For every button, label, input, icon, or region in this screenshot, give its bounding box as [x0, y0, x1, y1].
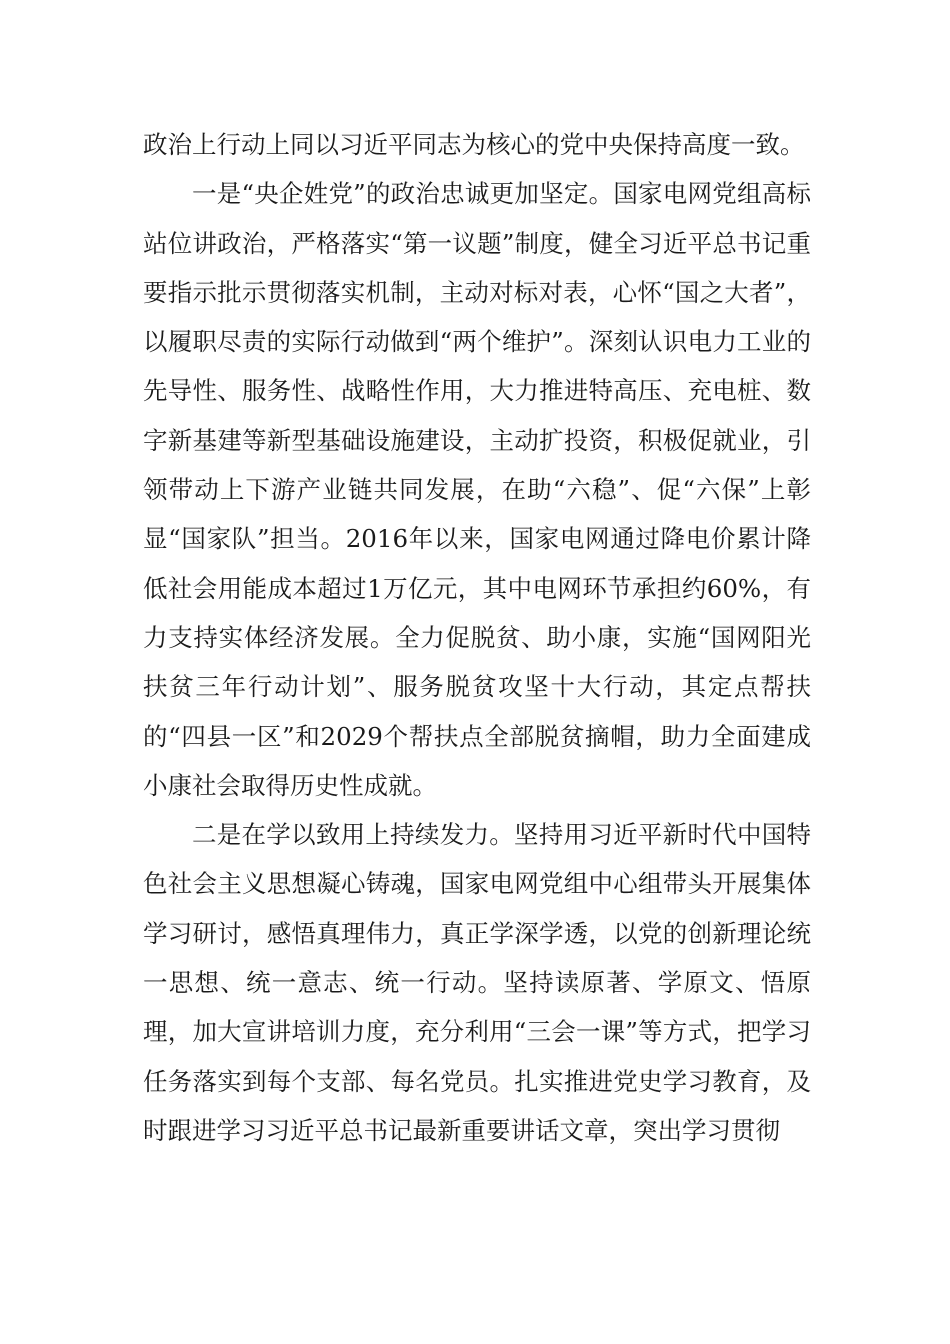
- document-body: [143, 120, 811, 1155]
- paragraph-political-loyalty: 一是“央企姓党”的政治忠诚更加坚定。国家电网党组高标站位讲政治，严格落实“第一议题”制度，健全习近平总书记重要指示批示贯彻落实机制，主动对标对表，心怀“国之大者”，以履职尽责的实际行动做到“两个维护”。深刻认识电力工业的先导性、服务性、战略性作用，大力推进特高压、充电桩、数字新基建等新型基础设施建设，主动扩投资，积极促就业，引领带动上下游产业链共同发展，在助“六稳”、促“六保”上彰显“国家队”担当。2016年以来，国家电网通过降电价累计降低社会用能成本超过1万亿元，其中电网环节承担约60%，有力支持实体经济发展。全力促脱贫、助小康，实施“国网阳光扶贫三年行动计划”、服务脱贫攻坚十大行动，其定点帮扶的“四县一区”和2029个帮扶点全部脱贫摘帽，助力全面建成小康社会取得历史性成就。: [143, 179, 811, 800]
- paragraph-study-application: 二是在学以致用上持续发力。坚持用习近平新时代中国特色社会主义思想凝心铸魂，国家电网党组中心组带头开展集体学习研讨，感悟真理伟力，真正学深学透，以党的创新理论统一思想、统一意志、统一行动。坚持读原著、学原文、悟原理，加大宣讲培训力度，充分利用“三会一课”等方式，把学习任务落实到每个支部、每名党员。扎实推进党史学习教育，及时跟进学习习近平总书记最新重要讲话文章，突出学习贯彻: [143, 820, 811, 1145]
- paragraph-continuation: 政治上行动上同以习近平同志为核心的党中央保持高度一致。: [143, 130, 805, 159]
